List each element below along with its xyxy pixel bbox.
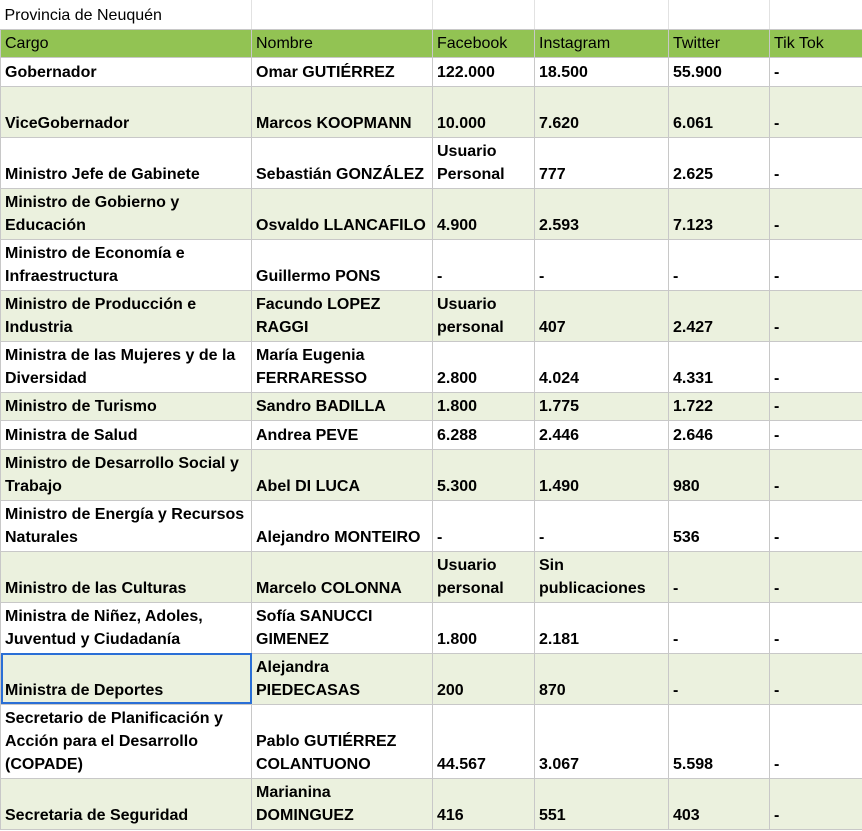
cell-twitter[interactable]: 980 [669,449,770,500]
cell-instagram[interactable]: - [535,500,669,551]
cell-nombre[interactable]: Sofía SANUCCI GIMENEZ [252,602,433,653]
cell-cargo[interactable]: Ministro de Gobierno y Educación [1,188,252,239]
header-row [1,29,862,57]
cell-instagram[interactable]: - [535,239,669,290]
table-body [1,57,862,829]
table-row [1,341,862,392]
cell-tiktok[interactable]: - [770,86,862,137]
header-tiktok[interactable]: Tik Tok [770,29,862,57]
cell-tiktok[interactable]: - [770,290,862,341]
cell-nombre[interactable]: Facundo LOPEZ RAGGI [252,290,433,341]
title-row [1,0,862,29]
cell-instagram[interactable]: 4.024 [535,341,669,392]
cell-tiktok[interactable]: - [770,778,862,829]
cell-cargo[interactable]: Ministro de Desarrollo Social y Trabajo [1,449,252,500]
cell-facebook[interactable]: 4.900 [433,188,535,239]
cell-facebook[interactable]: 5.300 [433,449,535,500]
header-instagram[interactable]: Instagram [535,29,669,57]
cell-nombre[interactable]: Marcelo COLONNA [252,551,433,602]
cell-facebook[interactable]: 2.800 [433,341,535,392]
table-row [1,188,862,239]
cell-instagram[interactable]: 18.500 [535,57,669,86]
empty-cell[interactable] [433,0,535,29]
cell-cargo[interactable]: Ministro de Energía y Recursos Naturales [1,500,252,551]
cell-tiktok[interactable]: - [770,653,862,704]
cell-tiktok[interactable]: - [770,420,862,449]
cell-tiktok[interactable]: - [770,392,862,420]
cell-twitter[interactable]: - [669,551,770,602]
table-row [1,704,862,778]
cell-facebook[interactable]: - [433,500,535,551]
cell-nombre[interactable]: Sandro BADILLA [252,392,433,420]
table-row [1,239,862,290]
header-nombre[interactable]: Nombre [252,29,433,57]
cell-twitter[interactable]: 403 [669,778,770,829]
cell-twitter[interactable]: 536 [669,500,770,551]
cell-twitter[interactable]: - [669,602,770,653]
cell-tiktok[interactable]: - [770,341,862,392]
cell-cargo[interactable]: Ministra de Salud [1,420,252,449]
cell-twitter[interactable]: 2.646 [669,420,770,449]
cell-instagram[interactable]: 407 [535,290,669,341]
cell-cargo[interactable]: Secretaria de Seguridad [1,778,252,829]
cell-instagram[interactable]: Sin publicaciones [535,551,669,602]
cell-tiktok[interactable]: - [770,704,862,778]
cell-tiktok[interactable]: - [770,57,862,86]
cell-nombre[interactable]: Pablo GUTIÉRREZ COLANTUONO [252,704,433,778]
cell-twitter[interactable]: - [669,653,770,704]
cell-nombre[interactable]: Sebastián GONZÁLEZ [252,137,433,188]
cell-twitter[interactable]: 2.427 [669,290,770,341]
cell-facebook[interactable]: 122.000 [433,57,535,86]
table-row [1,290,862,341]
cell-facebook[interactable]: 6.288 [433,420,535,449]
cell-cargo[interactable]: Gobernador [1,57,252,86]
empty-cell[interactable] [669,0,770,29]
table-row [1,602,862,653]
cell-cargo[interactable]: ViceGobernador [1,86,252,137]
cell-twitter[interactable]: 4.331 [669,341,770,392]
cell-instagram[interactable]: 2.181 [535,602,669,653]
cell-twitter[interactable]: - [669,239,770,290]
cell-facebook[interactable]: 1.800 [433,392,535,420]
cell-cargo[interactable]: Secretario de Planificación y Acción para el Desarrollo (COPADE) [1,704,252,778]
table-row [1,137,862,188]
table-row [1,449,862,500]
cell-nombre[interactable]: Marianina DOMINGUEZ [252,778,433,829]
cell-instagram[interactable]: 2.446 [535,420,669,449]
cell-cargo[interactable]: Ministra de Deportes [1,653,252,704]
cell-cargo[interactable]: Ministra de Niñez, Adoles, Juventud y Ciudadanía [1,602,252,653]
cell-cargo[interactable]: Ministro de Economía e Infraestructura [1,239,252,290]
cell-twitter[interactable]: 2.625 [669,137,770,188]
cell-tiktok[interactable]: - [770,137,862,188]
cell-facebook[interactable]: 44.567 [433,704,535,778]
cell-instagram[interactable]: 7.620 [535,86,669,137]
cell-nombre[interactable]: Alejandra PIEDECASAS [252,653,433,704]
empty-cell[interactable] [252,0,433,29]
cell-twitter[interactable]: 7.123 [669,188,770,239]
cell-tiktok[interactable]: - [770,602,862,653]
table-row [1,551,862,602]
table-row [1,653,862,704]
cell-instagram[interactable]: 777 [535,137,669,188]
table-row [1,778,862,829]
cell-facebook[interactable]: 416 [433,778,535,829]
cell-facebook[interactable]: 200 [433,653,535,704]
cell-twitter[interactable]: 1.722 [669,392,770,420]
table-row [1,86,862,137]
cell-instagram[interactable]: 1.775 [535,392,669,420]
cell-tiktok[interactable]: - [770,188,862,239]
empty-cell[interactable] [535,0,669,29]
table-row [1,420,862,449]
cell-cargo[interactable]: Ministro de las Culturas [1,551,252,602]
cell-cargo[interactable]: Ministro de Producción e Industria [1,290,252,341]
sheet-title[interactable]: Provincia de Neuquén [1,0,252,29]
cell-nombre[interactable]: Marcos KOOPMANN [252,86,433,137]
cell-tiktok[interactable]: - [770,500,862,551]
cell-instagram[interactable]: 551 [535,778,669,829]
cell-nombre[interactable]: Omar GUTIÉRREZ [252,57,433,86]
cell-instagram[interactable]: 1.490 [535,449,669,500]
table-row [1,392,862,420]
cell-cargo[interactable]: Ministra de las Mujeres y de la Diversidad [1,341,252,392]
cell-twitter[interactable]: 55.900 [669,57,770,86]
cell-instagram[interactable]: 2.593 [535,188,669,239]
cell-facebook[interactable]: Usuario personal [433,551,535,602]
cell-nombre[interactable]: Guillermo PONS [252,239,433,290]
cell-facebook[interactable]: 10.000 [433,86,535,137]
cell-nombre[interactable]: Abel DI LUCA [252,449,433,500]
header-facebook[interactable]: Facebook [433,29,535,57]
cell-facebook[interactable]: - [433,239,535,290]
table-row [1,57,862,86]
cell-nombre[interactable]: Osvaldo LLANCAFILO [252,188,433,239]
cell-tiktok[interactable]: - [770,551,862,602]
cell-tiktok[interactable]: - [770,239,862,290]
cell-instagram[interactable]: 3.067 [535,704,669,778]
cell-facebook[interactable]: Usuario Personal [433,137,535,188]
cell-facebook[interactable]: Usuario personal [433,290,535,341]
cell-nombre[interactable]: Andrea PEVE [252,420,433,449]
cell-instagram[interactable]: 870 [535,653,669,704]
cell-tiktok[interactable]: - [770,449,862,500]
cell-twitter[interactable]: 5.598 [669,704,770,778]
header-twitter[interactable]: Twitter [669,29,770,57]
cell-nombre[interactable]: María Eugenia FERRARESSO [252,341,433,392]
empty-cell[interactable] [770,0,862,29]
cell-nombre[interactable]: Alejandro MONTEIRO [252,500,433,551]
cell-twitter[interactable]: 6.061 [669,86,770,137]
cell-cargo[interactable]: Ministro Jefe de Gabinete [1,137,252,188]
cell-cargo[interactable]: Ministro de Turismo [1,392,252,420]
cell-facebook[interactable]: 1.800 [433,602,535,653]
header-cargo[interactable]: Cargo [1,29,252,57]
table-row [1,500,862,551]
